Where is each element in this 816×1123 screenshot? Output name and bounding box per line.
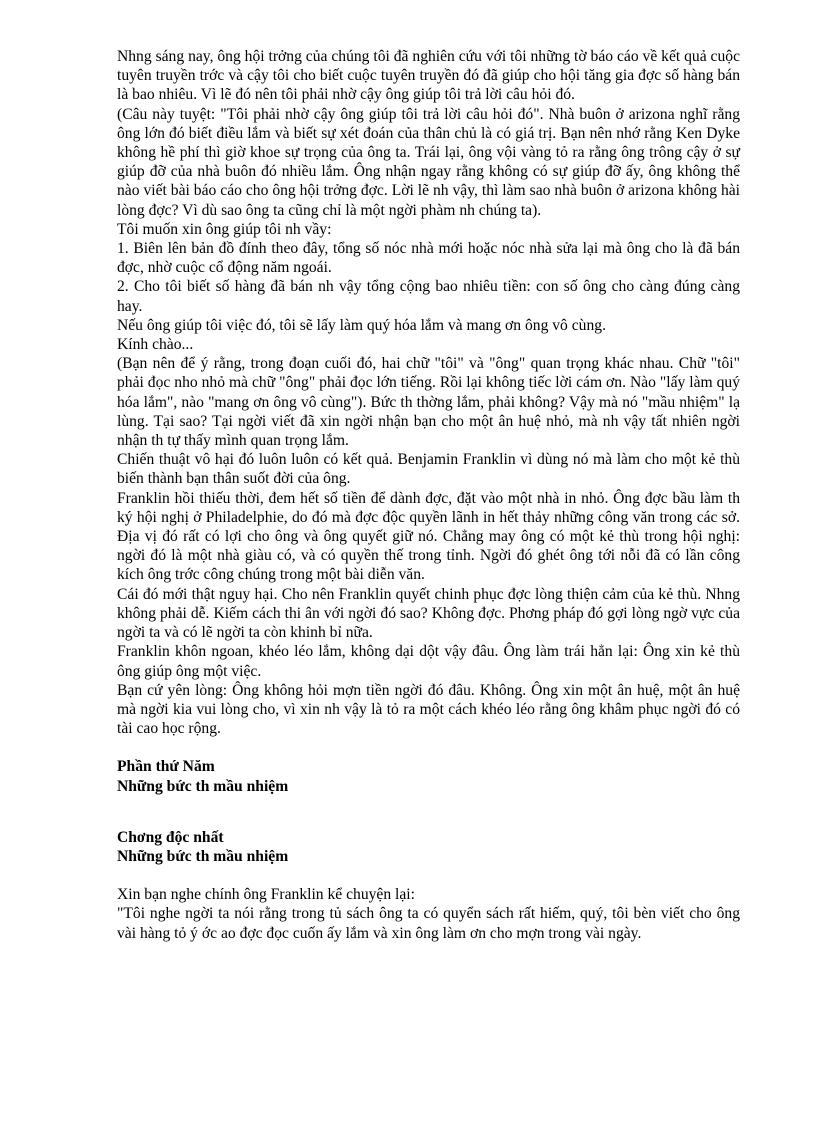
paragraph: Franklin khôn ngoan, khéo léo lắm, không dại dột vậy đâu. Ông làm trái hẳn lại: Ông xin kẻ thù ông giúp ông một việc. — [117, 643, 740, 680]
chapter-subheading: Những bức th mầu nhiệm — [117, 847, 289, 865]
document-body — [117, 47, 740, 943]
part-heading: Phần thứ Năm — [117, 758, 215, 776]
paragraph: (Bạn nên để ý rằng, trong đoạn cuối đó, hai chữ "tôi" và "ông" quan trọng khác nhau. Chữ "tôi" phải đọc nho nhỏ mà chữ "ông" phải đọc lớn tiếng. Rồi lại không tiếc lời cám ơn. Nào "lấy làm quý hóa lắm", nào "mang ơn ông vô cùng"). Bức th thờng lắm, phải không? Vậy mà nó "mầu nhiệm" lạ lùng. Tại sao? Tại ngời viết đã xin ngời nhận bạn cho một ân huệ nhỏ, mà nh vậy tất nhiên ngời nhận th tự thấy mình quan trọng lắm. — [117, 355, 740, 450]
paragraph: Nhng sáng nay, ông hội trởng của chúng tôi đã nghiên cứu với tôi những tờ báo cáo về kết quả cuộc tuyên truyền trớc và cậy tôi cho biết cuộc tuyên truyền đó đã giúp cho hội tăng gia đợc số hàng bán là bao nhiêu. Vì lẽ đó nên tôi phải nhờ cậy ông giúp tôi trả lời câu hỏi đó. — [117, 48, 740, 104]
spacer — [117, 796, 740, 828]
paragraph: (Câu này tuyệt: "Tôi phải nhờ cậy ông giúp tôi trả lời câu hỏi đó". Nhà buôn ở arizona nghĩ rằng ông lớn đó biết điều lắm và biết sự xét đoán của thân chủ là có giá trị. Bạn nên nhớ rằng Ken Dyke không hề phí thì giờ khoe sự trọng của ông ta. Trái lại, ông vội vàng tỏ ra rằng ông trông cậy ở sự giúp đỡ của nhà buôn đó nhiều lắm. Ông nhận ngay rằng không có sự giúp đỡ ấy, ông không thể nào viết bài báo cáo cho ông hội trởng đợc. Lời lẽ nh vậy, thì làm sao nhà buôn ở arizona không hài lòng đợc? Vì dù sao ông ta cũng chỉ là một ngời phàm nh chúng ta). — [117, 105, 740, 219]
chapter-heading: Chơng độc nhất — [117, 828, 224, 846]
paragraph: Tôi muốn xin ông giúp tôi nh vầy: — [117, 220, 332, 238]
paragraph: Xin bạn nghe chính ông Franklin kể chuyện lại: — [117, 886, 415, 904]
list-item: 1. Biên lên bản đồ đính theo đây, tổng số nóc nhà mới hoặc nóc nhà sửa lại mà ông cho là đã bán đợc, nhờ cuộc cổ động năm ngoái. — [117, 240, 740, 277]
list-item: 2. Cho tôi biết số hàng đã bán nh vậy tổng cộng bao nhiêu tiền: con số ông cho càng đúng càng hay. — [117, 278, 740, 315]
paragraph: Chiến thuật vô hại đó luôn luôn có kết quả. Benjamin Franklin vì dùng nó mà làm cho một kẻ thù biến thành bạn thân suốt đời của ông. — [117, 451, 740, 488]
paragraph: Franklin hồi thiếu thời, đem hết số tiền để dành đợc, đặt vào một nhà in nhỏ. Ông đợc bầu làm th ký hội nghị ở Philadelphie, do đó mà đợc độc quyền lãnh in hết thảy những công văn trong các sở. Địa vị đó rất có lợi cho ông và ông quyết giữ nó. Chẳng may ông có một kẻ thù trong hội nghị: ngời đó là một nhà giàu có, và có quyền thế trong tỉnh. Ngời đó ghét ông tới nỗi đã có lần công kích ông trớc công chúng trong một bài diễn văn. — [117, 489, 740, 584]
spacer — [117, 866, 740, 885]
paragraph: Kính chào... — [117, 336, 194, 354]
paragraph: Nếu ông giúp tôi việc đó, tôi sẽ lấy làm quý hóa lắm và mang ơn ông vô cùng. — [117, 316, 606, 334]
paragraph: Bạn cứ yên lòng: Ông không hỏi mợn tiền ngời đó đâu. Không. Ông xin một ân huệ, một ân huệ mà ngời kia vui lòng cho, vì xin nh vậy là tỏ ra một cách khéo léo rằng ông khâm phục ngời đó có tài cao học rộng. — [117, 681, 740, 738]
spacer — [117, 738, 740, 757]
part-subheading: Những bức th mầu nhiệm — [117, 777, 289, 795]
paragraph: "Tôi nghe ngời ta nói rằng trong tủ sách ông ta có quyển sách rất hiếm, quý, tôi bèn viết cho ông vài hàng tỏ ý ớc ao đợc đọc cuốn ấy lắm và xin ông làm ơn cho mợn trong vài ngày. — [117, 905, 740, 942]
paragraph: Cái đó mới thật nguy hại. Cho nên Franklin quyết chinh phục đợc lòng thiện cảm của kẻ thù. Nhng không phải dễ. Kiếm cách thi ân với ngời đó sao? Không đợc. Phơng pháp đó gợi lòng ngờ vực của ngời ta và có lẽ ngời ta còn khinh bỉ nữa. — [117, 585, 740, 642]
